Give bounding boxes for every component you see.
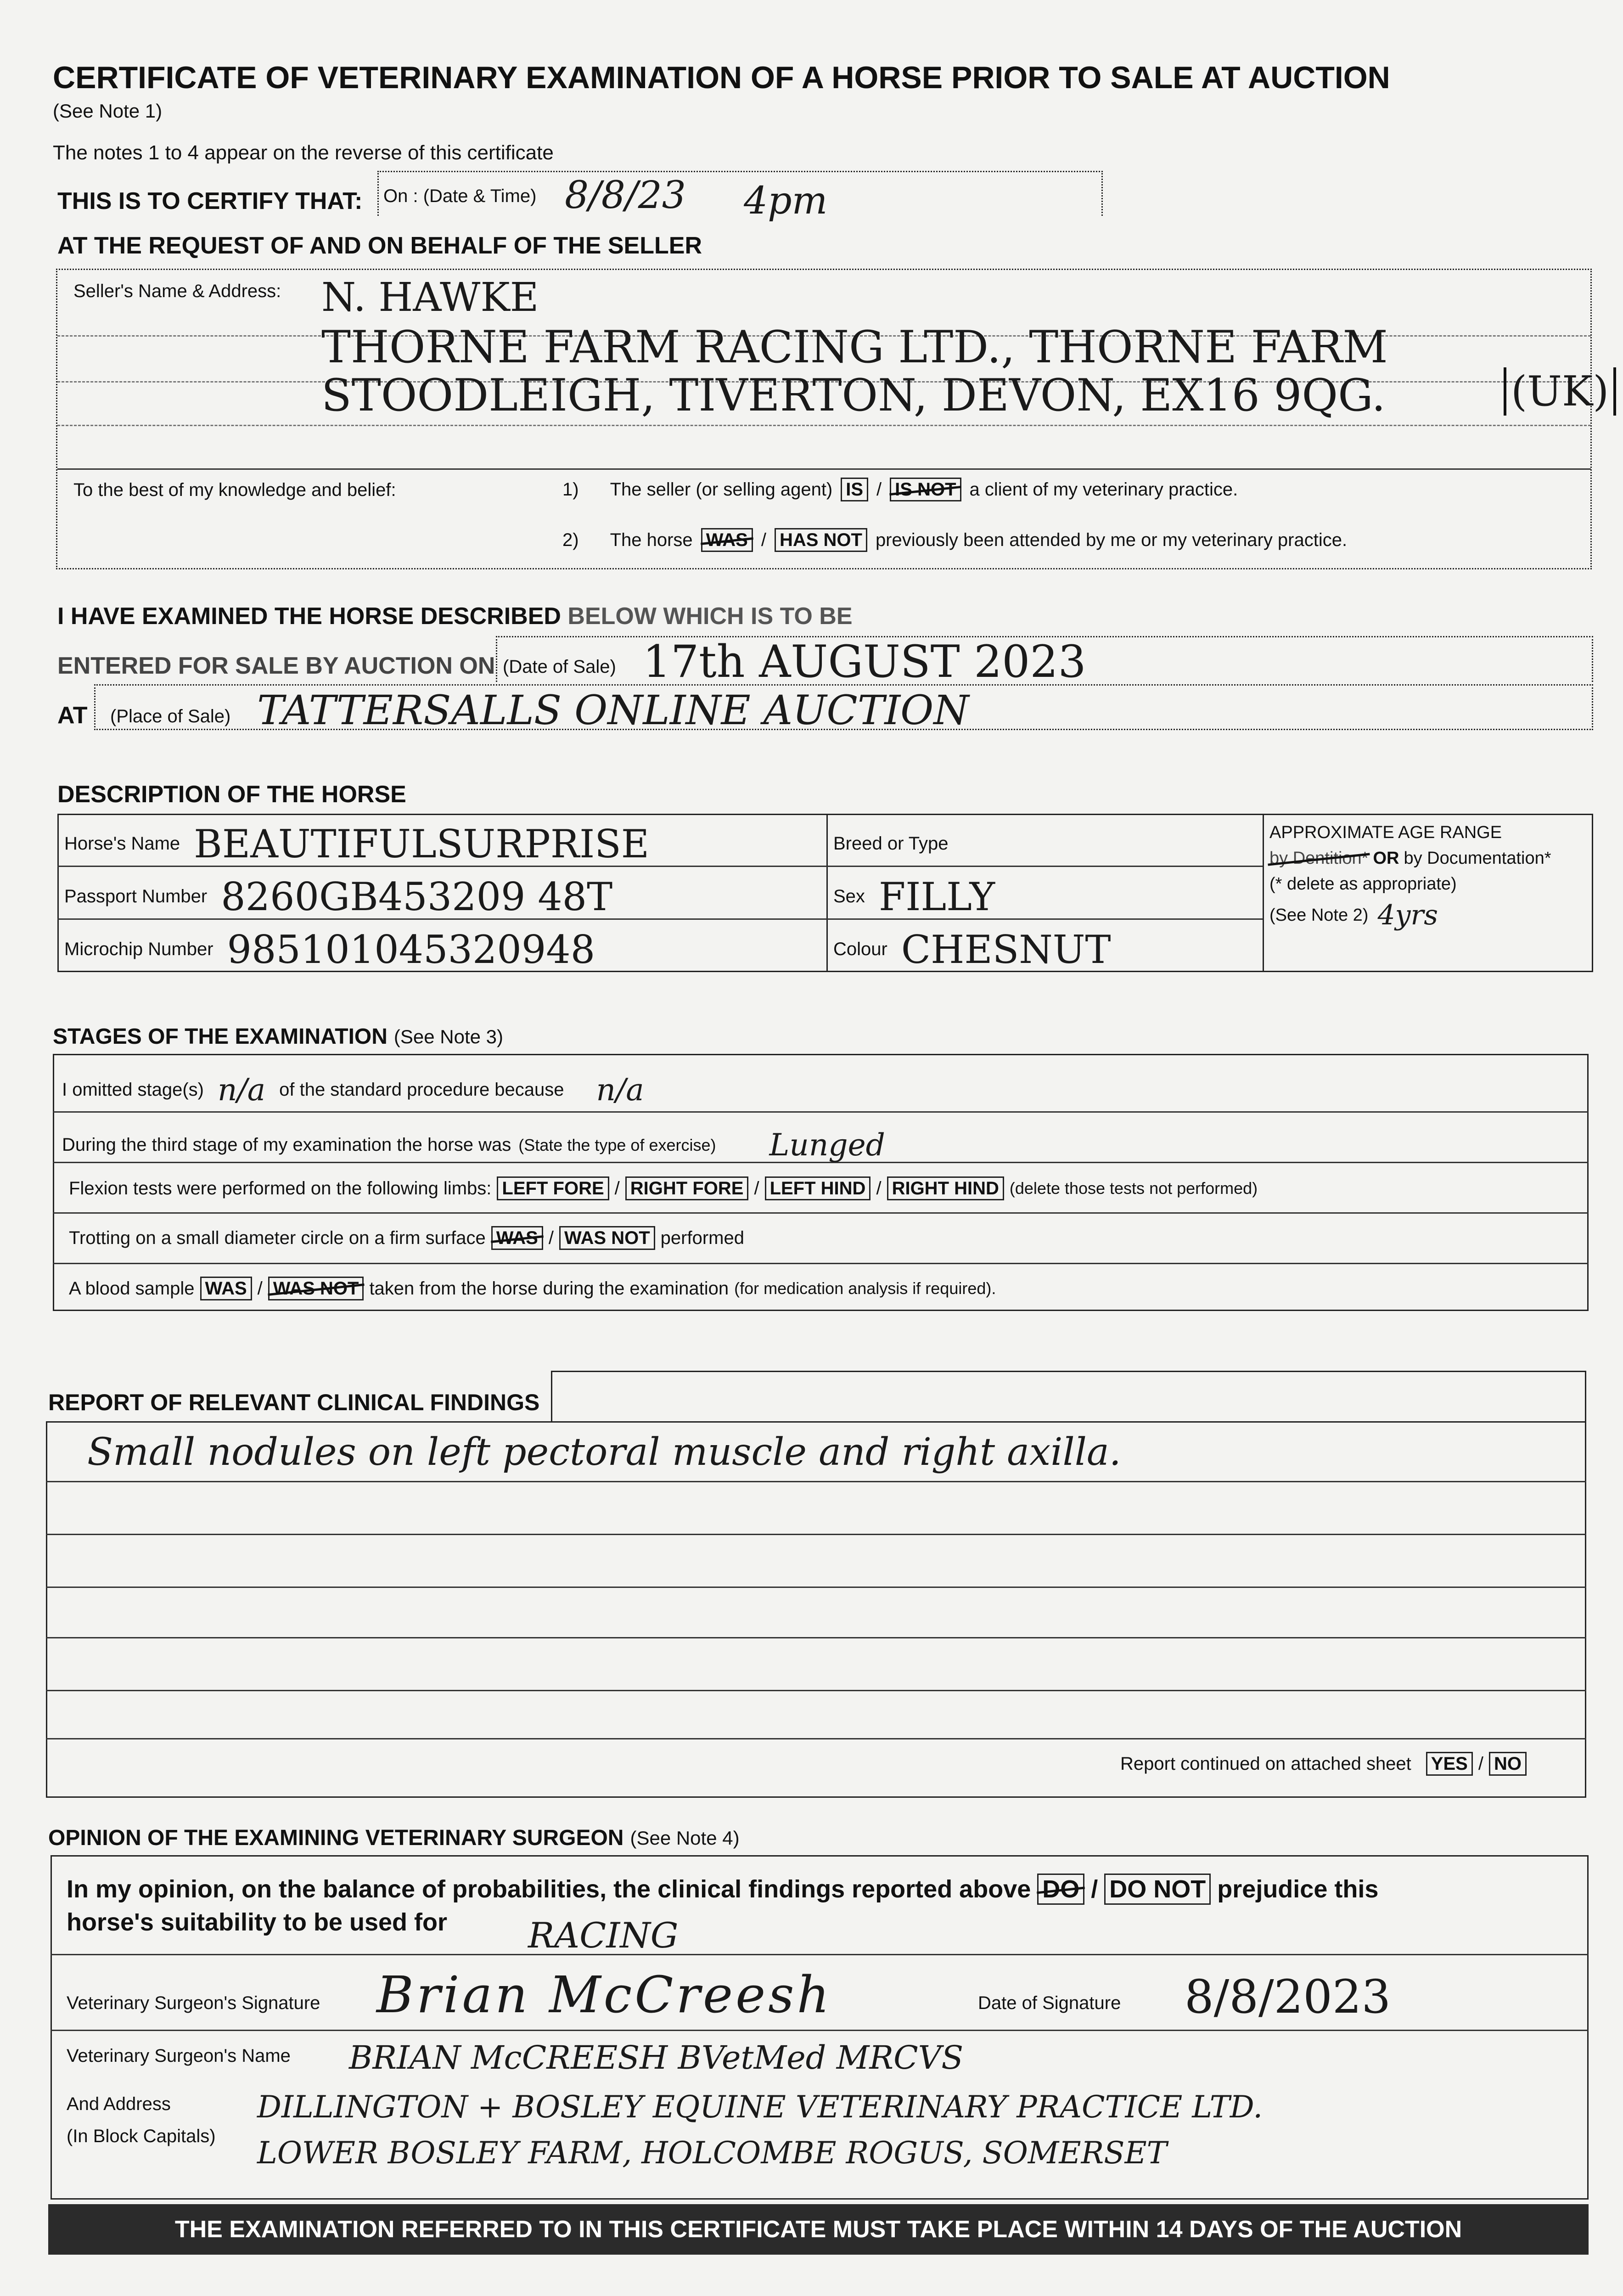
vet-address-line1: DILLINGTON + BOSLEY EQUINE VETERINARY PRACTICE LTD. — [257, 2089, 1263, 2125]
age-range-block: APPROXIMATE AGE RANGE by Dentition* OR by Documentation* (* delete as appropriate) (See Note 2) 4yrs — [1269, 820, 1551, 928]
opinion-text-row: In my opinion, on the balance of probabilities, the clinical findings reported above DO / DO NOT prejudice this — [67, 1874, 1378, 1905]
examined-label: I HAVE EXAMINED THE HORSE DESCRIBED BELOW WHICH IS TO BE — [57, 603, 853, 630]
microchip-value: 985101045320948 — [227, 927, 595, 972]
age-by-dentition[interactable]: by Dentition* — [1269, 845, 1368, 871]
third-stage-row: During the third stage of my examination the horse was (State the type of exercise) Lunged — [62, 1127, 885, 1163]
breed-label: Breed or Type — [833, 833, 949, 854]
age-value: 4yrs — [1377, 899, 1438, 931]
blood-sample-row: A blood sample WAS / WAS NOT taken from the horse during the examination (for medication analysis if required). — [69, 1277, 996, 1300]
is-option[interactable]: IS — [841, 478, 868, 501]
report-box — [46, 1421, 1586, 1798]
colour-value: CHESNUT — [901, 927, 1111, 972]
seller-name-label: Seller's Name & Address: — [73, 281, 281, 301]
vet-name-value: BRIAN McCREESH BVetMed MRCVS — [349, 2039, 964, 2077]
vet-address-label: And Address — [67, 2094, 171, 2114]
knowledge-label: To the best of my knowledge and belief: — [73, 480, 396, 500]
sale-place-value: TATTERSALLS ONLINE AUCTION — [257, 687, 969, 734]
see-note-1: (See Note 1) — [53, 100, 163, 122]
stages-heading: STAGES OF THE EXAMINATION (See Note 3) — [53, 1024, 504, 1049]
horse-name-label: Horse's Name — [64, 833, 180, 854]
age-note-2: (See Note 2) — [1269, 906, 1369, 925]
seller-country: (UK) — [1504, 367, 1616, 416]
omitted-stages-value: n/a — [218, 1072, 266, 1108]
suitability-label: horse's suitability to be used for — [67, 1908, 447, 1936]
intended-use-value: RACING — [528, 1915, 679, 1956]
date-of-signature-label: Date of Signature — [978, 1993, 1121, 2013]
place-of-sale-label: (Place of Sale) — [110, 706, 231, 726]
blood-was-not-option[interactable]: WAS NOT — [268, 1277, 364, 1300]
exercise-type-value: Lunged — [769, 1127, 885, 1163]
description-heading: DESCRIPTION OF THE HORSE — [57, 781, 406, 808]
age-heading: APPROXIMATE AGE RANGE — [1269, 823, 1502, 842]
colour-label: Colour — [833, 939, 887, 959]
was-option[interactable]: WAS — [701, 528, 753, 552]
seller-address-line2: STOODLEIGH, TIVERTON, DEVON, EX16 9QG. — [321, 370, 1386, 421]
exam-time-value: 4pm — [744, 179, 828, 223]
exam-date-value: 8/8/23 — [565, 174, 686, 217]
flexion-row: Flexion tests were performed on the following limbs: LEFT FORE / RIGHT FORE / LEFT HIND / RIGHT HIND (delete those tests not performed) — [69, 1176, 1258, 1200]
flexion-right-fore[interactable]: RIGHT FORE — [625, 1176, 749, 1200]
request-label: AT THE REQUEST OF AND ON BEHALF OF THE SELLER — [57, 232, 702, 259]
seller-name-value: N. HAWKE — [321, 275, 539, 321]
seller-address-line1: THORNE FARM RACING LTD., THORNE FARM — [321, 321, 1388, 373]
report-continued-row: Report continued on attached sheet YES / NO — [1120, 1752, 1527, 1776]
horse-name-value: BEAUTIFULSURPRISE — [194, 821, 650, 867]
passport-value: 8260GB453209 48T — [221, 874, 613, 919]
vet-name-label: Veterinary Surgeon's Name — [67, 2046, 291, 2066]
statement-attended: 2) The horse WAS / HAS NOT previously been attended by me or my veterinary practice. — [562, 528, 1347, 552]
opinion-heading: OPINION OF THE EXAMINING VETERINARY SURGEON (See Note 4) — [48, 1826, 740, 1850]
microchip-label: Microchip Number — [64, 939, 213, 959]
opinion-do-option[interactable]: DO — [1037, 1874, 1084, 1905]
trot-was-not-option[interactable]: WAS NOT — [559, 1226, 655, 1250]
trot-was-option[interactable]: WAS — [491, 1226, 543, 1250]
age-delete-note: (* delete as appropriate) — [1269, 874, 1457, 894]
age-by-documentation[interactable]: by Documentation* — [1404, 849, 1551, 868]
signature-label: Veterinary Surgeon's Signature — [67, 1993, 320, 2013]
continued-no-option[interactable]: NO — [1489, 1752, 1527, 1776]
vet-address-line2: LOWER BOSLEY FARM, HOLCOMBE ROGUS, SOMERSET — [257, 2135, 1167, 2171]
has-not-option[interactable]: HAS NOT — [775, 528, 867, 552]
date-of-sale-label: (Date of Sale) — [503, 657, 616, 677]
flexion-left-hind[interactable]: LEFT HIND — [765, 1176, 871, 1200]
passport-label: Passport Number — [64, 886, 208, 906]
vet-signature: Brian McCreesh — [376, 1965, 832, 2024]
footer-banner: THE EXAMINATION REFERRED TO IN THIS CERTIFICATE MUST TAKE PLACE WITHIN 14 DAYS OF THE AUCTION — [48, 2204, 1589, 2255]
certificate-title: CERTIFICATE OF VETERINARY EXAMINATION OF A HORSE PRIOR TO SALE AT AUCTION — [53, 60, 1390, 95]
certify-label: THIS IS TO CERTIFY THAT: — [57, 188, 363, 214]
sex-label: Sex — [833, 886, 865, 906]
block-capitals-label: (In Block Capitals) — [67, 2126, 216, 2146]
date-of-signature-value: 8/8/2023 — [1185, 1970, 1391, 2024]
omitted-reason-value: n/a — [596, 1072, 644, 1108]
notes-line: The notes 1 to 4 appear on the reverse of this certificate — [53, 141, 554, 164]
continued-yes-option[interactable]: YES — [1426, 1752, 1473, 1776]
opinion-do-not-option[interactable]: DO NOT — [1104, 1874, 1211, 1905]
is-not-option[interactable]: IS NOT — [890, 478, 961, 501]
blood-was-option[interactable]: WAS — [200, 1277, 252, 1300]
sale-date-value: 17th AUGUST 2023 — [643, 636, 1086, 687]
flexion-left-fore[interactable]: LEFT FORE — [497, 1176, 609, 1200]
entered-label: ENTERED FOR SALE BY AUCTION ON — [57, 653, 495, 679]
flexion-right-hind[interactable]: RIGHT HIND — [887, 1176, 1004, 1200]
omitted-stages-row: I omitted stage(s) n/a of the standard procedure because n/a — [62, 1072, 644, 1108]
report-heading: REPORT OF RELEVANT CLINICAL FINDINGS — [48, 1390, 540, 1415]
on-date-time-label: On : (Date & Time) — [383, 186, 537, 206]
statement-client: 1) The seller (or selling agent) IS / IS NOT a client of my veterinary practice. — [562, 478, 1238, 501]
trotting-row: Trotting on a small diameter circle on a firm surface WAS / WAS NOT performed — [69, 1226, 744, 1250]
at-label: AT — [57, 702, 88, 729]
clinical-finding-text: Small nodules on left pectoral muscle and right axilla. — [87, 1430, 1121, 1474]
sex-value: FILLY — [878, 874, 995, 919]
